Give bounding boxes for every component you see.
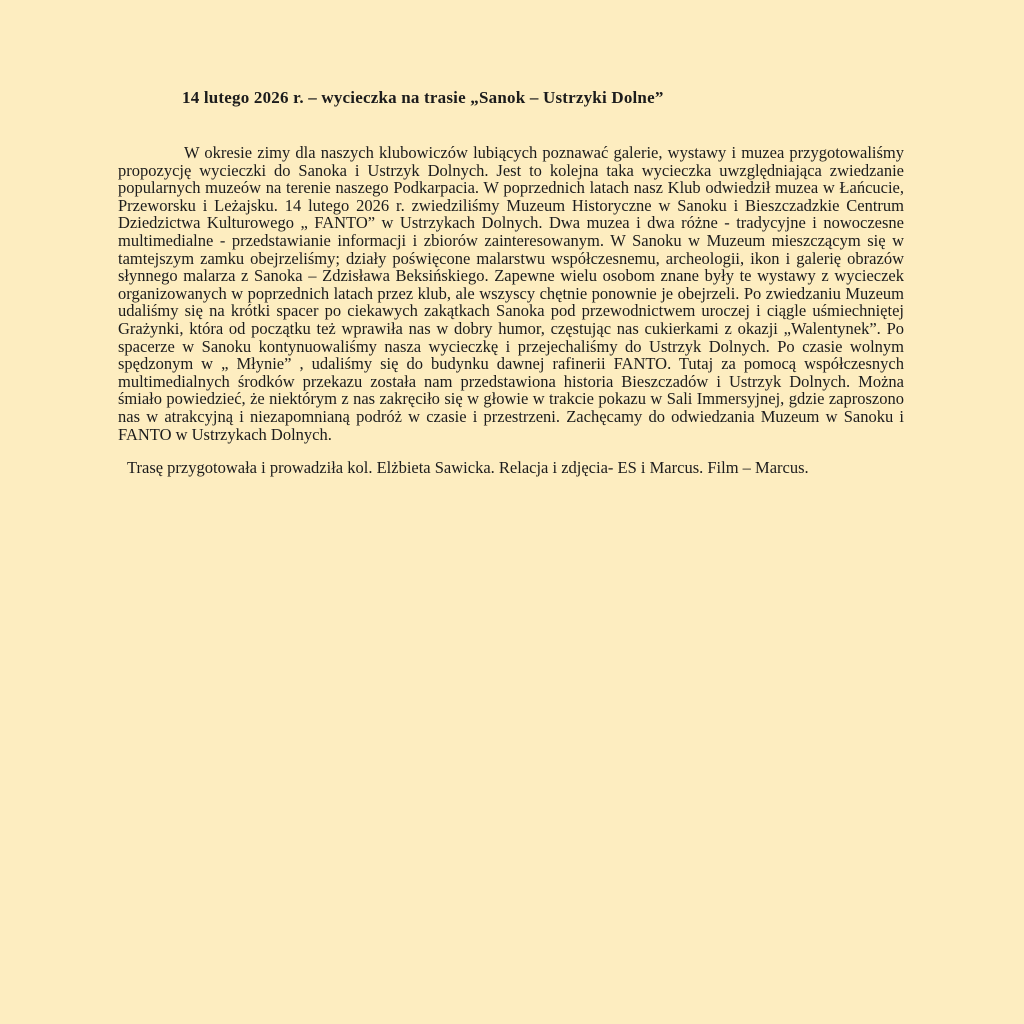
body-paragraph: W okresie zimy dla naszych klubowiczów lubiących poznawać galerie, wystawy i muzea przygotowaliśmy propozycję wycieczki do Sanoka i Ustrzyk Dolnych. Jest to kolejna taka wycieczka uwzględniająca zwiedzanie popularnych muzeów na terenie naszego Podkarpacia. W poprzednich latach nasz Klub odwiedził muzea w Łańcucie, Przeworsku i Leżajsku. 14 lutego 2026 r. zwiedziliśmy Muzeum Historyczne w Sanoku i Bieszczadzkie Centrum Dziedzictwa Kulturowego „ FANTO” w Ustrzykach Dolnych. Dwa muzea i dwa różne - tradycyjne i nowoczesne multimedialne - przedstawianie informacji i zbiorów zainteresowanym. W Sanoku w Muzeum mieszczącym się w tamtejszym zamku obejrzeliśmy; działy poświęcone malarstwu współczesnemu, archeologii, ikon i galerię obrazów słynnego malarza z Sanoka – Zdzisława Beksińskiego. Zapewne wielu osobom znane były te wystawy z wycieczek organizowanych w poprzednich latach przez klub, ale wszyscy chętnie ponownie je obejrzeli. Po zwiedzaniu Muzeum udaliśmy się na krótki spacer po ciekawych zakątkach Sanoka pod przewodnictwem uroczej i ciągle uśmiechniętej Grażynki, która od początku też wprawiła nas w dobry humor, częstując nas cukierkami z okazji „Walentynek”. Po spacerze w Sanoku kontynuowaliśmy nasza wycieczkę i przejechaliśmy do Ustrzyk Dolnych. Po czasie wolnym spędzonym w „ Młynie” , udaliśmy się do budynku dawnej rafinerii FANTO. Tutaj za pomocą współczesnych multimedialnych środków przekazu została nam przedstawiona historia Bieszczadów i Ustrzyk Dolnych. Można śmiało powiedzieć, że niektórym z nas zakręciło się w głowie w trakcie pokazu w Sali Immersyjnej, gdzie zaproszono nas w atrakcyjną i niezapomnianą podróż w czasie i przestrzeni. Zachęcamy do odwiedzania Muzeum w Sanoku i FANTO w Ustrzykach Dolnych. [118, 143, 904, 444]
credits-paragraph: Trasę przygotowała i prowadziła kol. Elżbieta Sawicka. Relacja i zdjęcia- ES i Marcus. Film – Marcus. [127, 458, 809, 478]
document-content [118, 88, 904, 477]
document-title: 14 lutego 2026 r. – wycieczka na trasie „Sanok – Ustrzyki Dolne” [182, 88, 664, 107]
